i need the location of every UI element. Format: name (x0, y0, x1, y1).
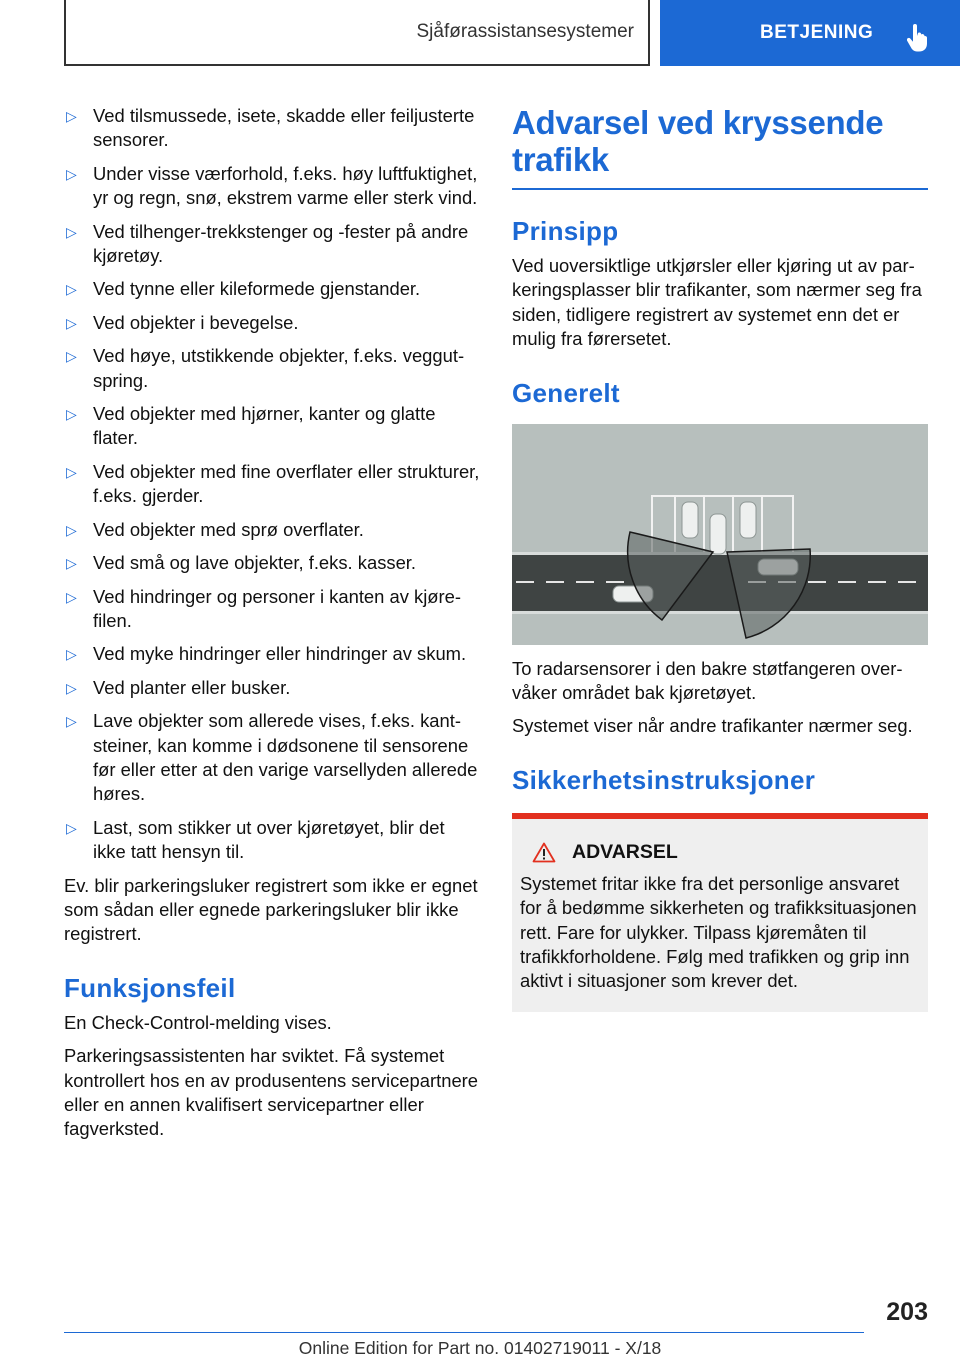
title-rule (512, 188, 928, 190)
right-column (512, 104, 928, 1012)
list-item: ▷ Ved objekter med sprø overflater. (66, 518, 364, 540)
warning-triangle-icon (532, 842, 556, 863)
list-item: ▷ Last, som stikker ut over kjøretøyet, blir det ikke tatt hensyn til. (66, 816, 445, 863)
list-item: ▷ Ved tilsmussede, isete, skadde eller feiljusterte sensorer. (66, 105, 475, 151)
list-item: ▷ Ved høye, utstikkende objekter, f.eks. veggutspring. (66, 345, 465, 391)
list-item: ▷ Ved myke hindringer eller hindringer av skum. (66, 643, 467, 665)
warning-box (512, 813, 928, 1012)
cross-traffic-illustration (512, 424, 928, 645)
general-text-1: To radarsensorer i den bakre støtfangeren overvåker området bak kjøretøyet. (512, 657, 903, 704)
list-item: ▷ Under visse værforhold, f.eks. høy luftfuktighet, yr og regn, snø, ekstrem varme eller sterk vind. (66, 162, 478, 209)
warning-title: ADVARSEL (572, 840, 678, 863)
warning-text: Systemet fritar ikke fra det personlige ansvaret for å bedømme sikkerheten og trafikksituasjonen rett. Fare for ulykker. Tilpass kjøremåten til trafikkforholdene. Følg med trafikken og grip inn aktivt i situasjoner som krever det. (520, 872, 917, 992)
left-column (64, 104, 480, 1151)
list-item: ▷ Ved objekter med fine overflater eller strukturer, f.eks. gjerder. (66, 460, 480, 507)
list-item: ▷ Ved små og lave objekter, f.eks. kasser. (66, 552, 417, 574)
footer-rule (64, 1332, 864, 1333)
malfunction-text-1: En Check-Control-melding vises. (64, 1011, 332, 1033)
principle-heading: Prinsipp (512, 216, 619, 246)
limitations-list (64, 104, 480, 865)
warning-header (532, 841, 920, 864)
general-text-2: Systemet viser når andre trafikanter nærmer seg. (512, 715, 913, 737)
list-item: ▷ Ved objekter i bevegelse. (66, 311, 299, 333)
list-item: ▷ Ved tynne eller kileformede gjenstander. (66, 278, 421, 300)
malfunction-heading: Funksjonsfeil (64, 972, 236, 1003)
malfunction-text-2: Parkeringsassistenten har sviktet. Få systemet kontrollert hos en av produsentens servicepartnere eller en annen kvalifisert servicepartner eller fagverksted. (64, 1045, 479, 1140)
hand-pointer-icon (907, 24, 927, 52)
chapter-tab[interactable] (660, 0, 960, 66)
parking-gap-note: Ev. blir parkeringsluker registrert som ikke er egnet som sådan eller egnede parkeringsluker blir ikke registrert. (64, 874, 478, 945)
general-heading: Generelt (512, 377, 620, 408)
principle-text: Ved uoversiktlige utkjørsler eller kjøring ut av parkeringsplasser blir trafikanter, som nærmer seg fra siden, tidligere registrert av systemet enn det er mulig fra førersetet. (512, 255, 922, 350)
list-item: ▷ Ved planter eller busker. (66, 676, 291, 698)
page-title: Advarsel ved kryssende trafikk (512, 104, 884, 178)
list-item: ▷ Lave objekter som allerede vises, f.eks. kantsteiner, kan komme i dødsonene til sensorene før eller etter at den varige varsellyden allerede høres. (66, 710, 478, 805)
section-title: Sjåførassistansesystemer (416, 21, 634, 42)
page-number: 203 (886, 1298, 928, 1326)
section-header (64, 0, 650, 66)
chapter-title: BETJENING (760, 22, 874, 43)
list-item: ▷ Ved objekter med hjørner, kanter og glatte flater. (66, 403, 436, 449)
list-item: ▷ Ved hindringer og personer i kanten av kjørefilen. (66, 585, 462, 631)
list-item: ▷ Ved tilhenger-trekkstenger og -fester på andre kjøretøy. (66, 220, 469, 267)
safety-heading: Sikkerhetsinstruksjoner (512, 764, 816, 795)
edition-footer[interactable]: Online Edition for Part no. 01402719011 - X/18 (298, 1338, 662, 1358)
